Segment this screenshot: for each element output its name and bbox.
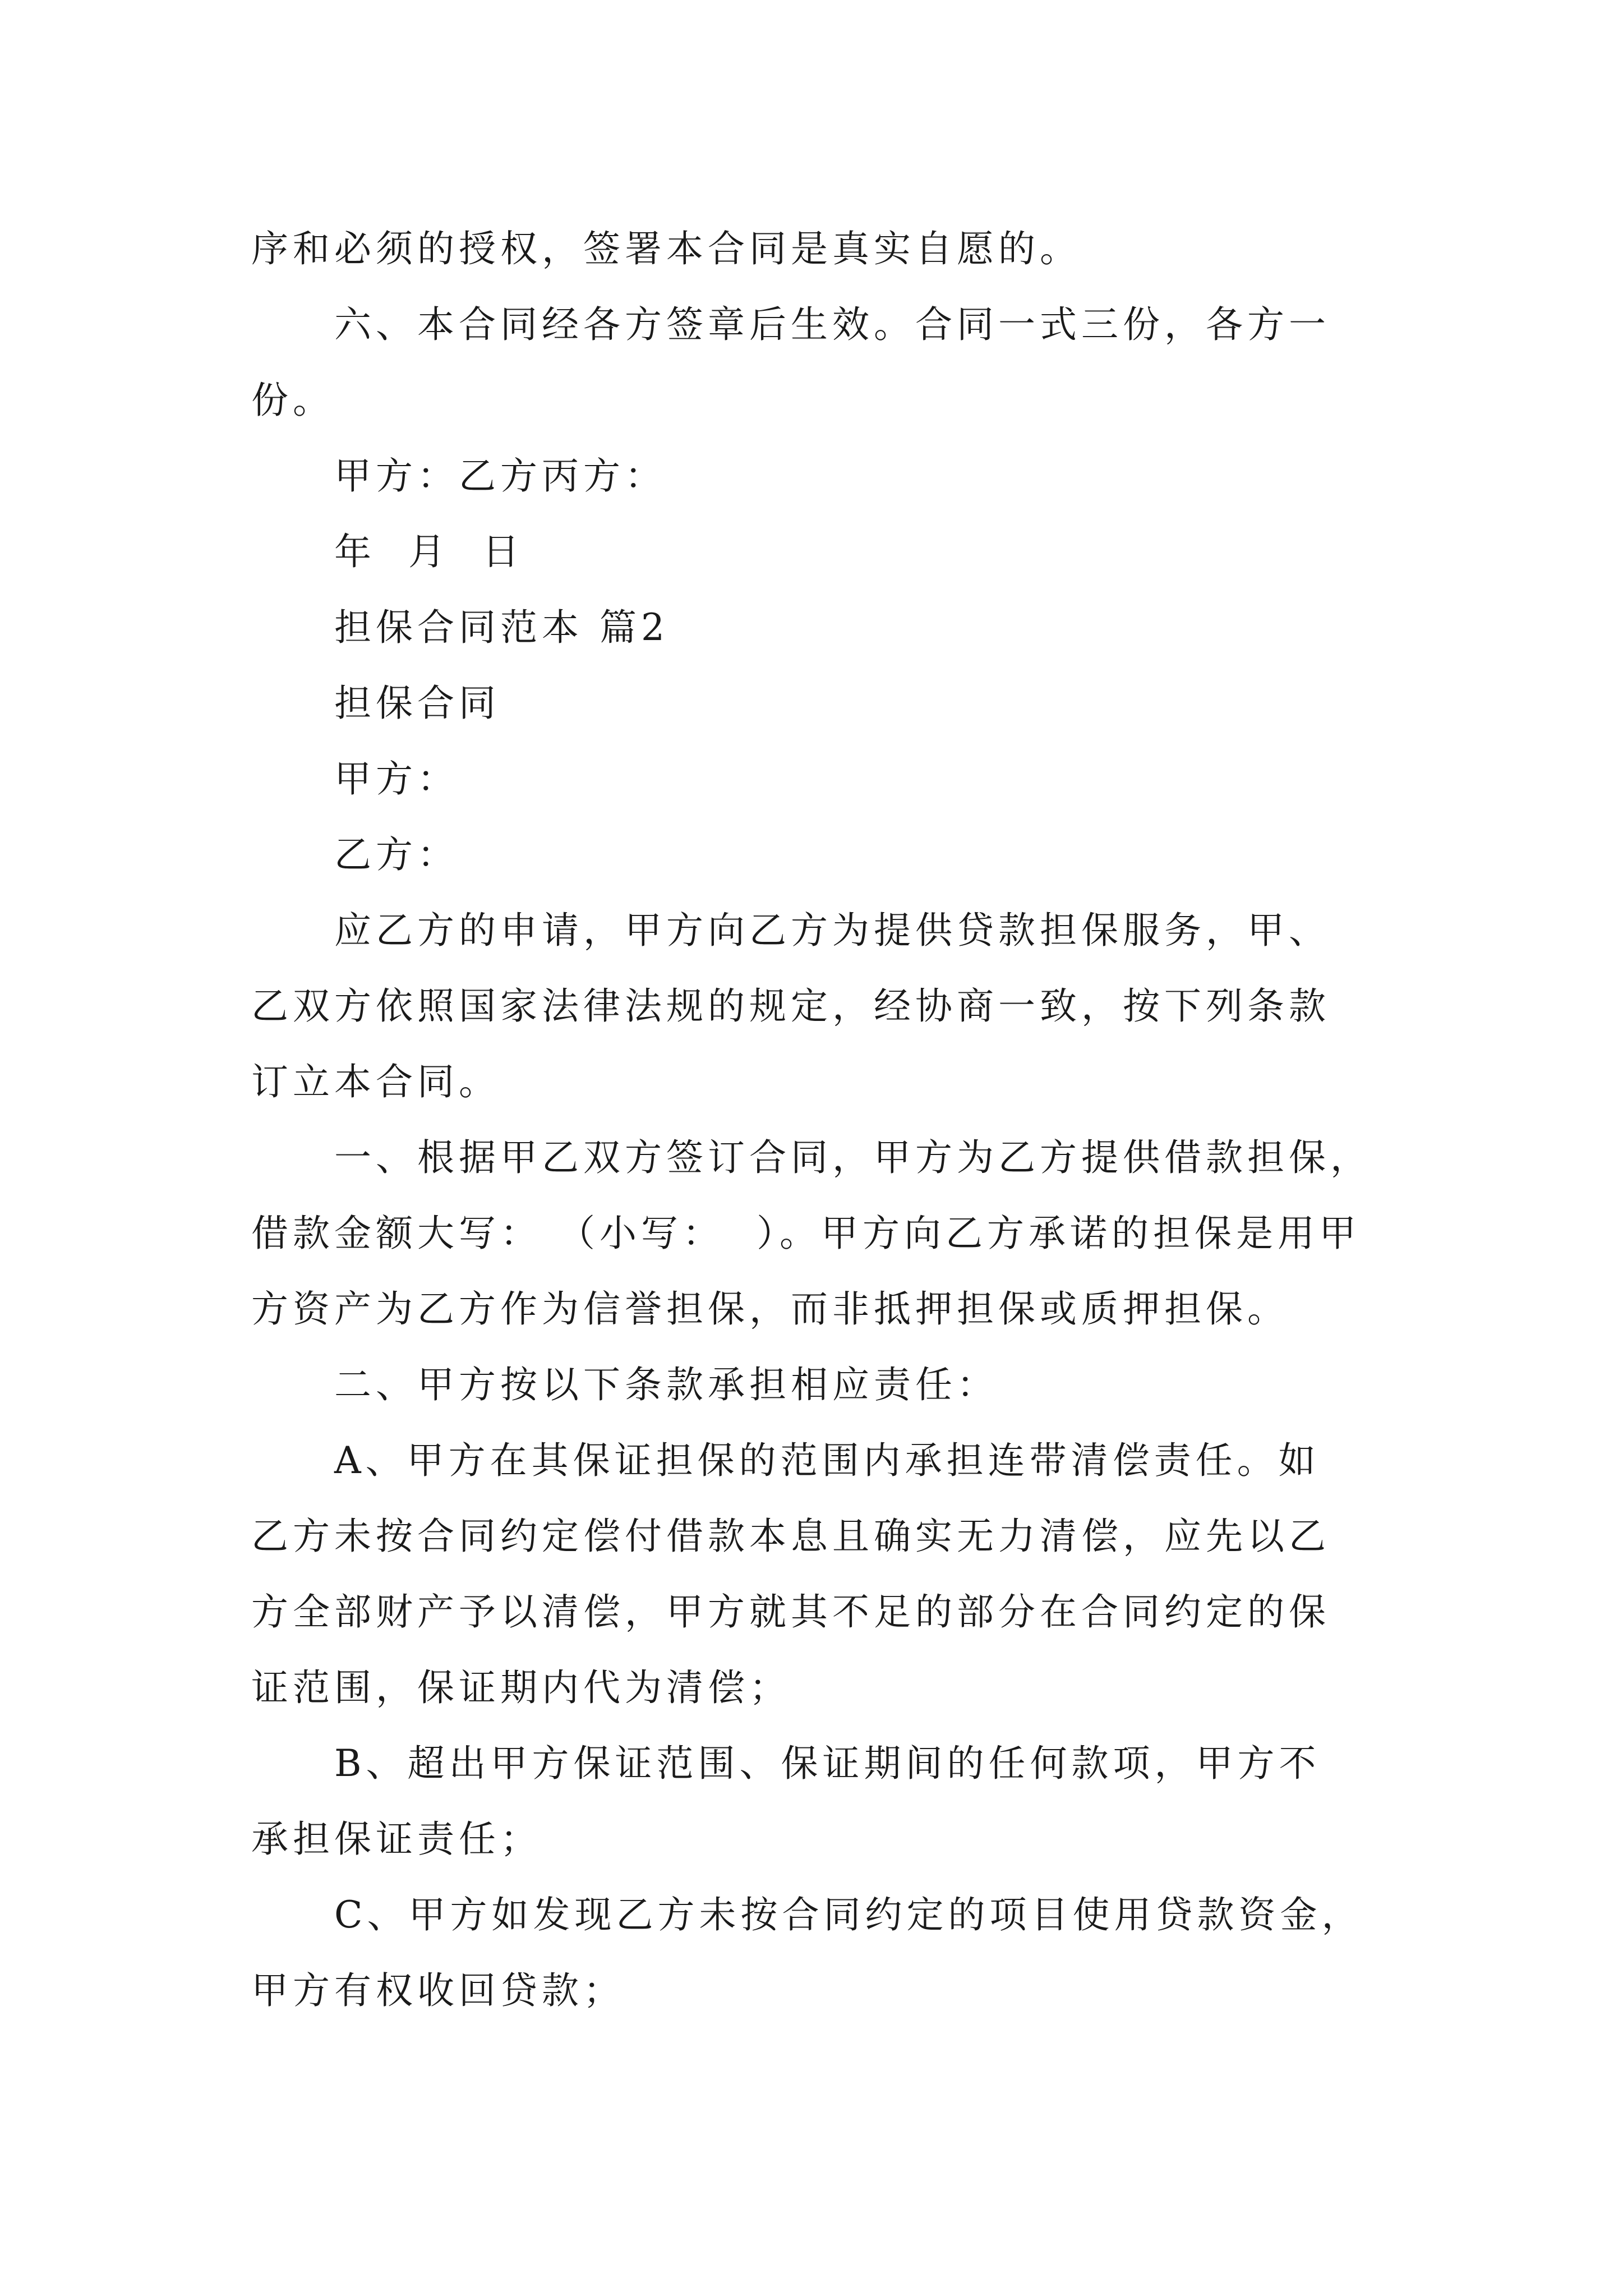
paragraph-clause-six [251,287,1395,438]
text-line: A、甲方在其保证担保的范围内承担连带清偿责任。如 [334,1439,1320,1482]
text-line: 甲方：乙方丙方： [334,454,666,498]
text-line: 六、本合同经各方签章后生效。合同一式三份，各方一 [334,303,1330,346]
document-body [251,211,1395,2028]
text-line: 年 月 日 [334,530,524,573]
paragraph-item-b [251,1726,1395,1877]
paragraph-preamble [251,892,1395,1120]
text-line: 借款金额大写： （小写： ）。甲方向乙方承诺的担保是用甲 [251,1212,1361,1255]
paragraph-clause-one [251,1120,1395,1347]
paragraph-authorization-continued [251,211,1395,287]
party-b-label [251,817,1395,892]
paragraph-item-a [251,1423,1395,1726]
party-a-label [251,741,1395,817]
text-line: C、甲方如发现乙方未按合同约定的项目使用贷款资金， [334,1893,1363,1936]
text-line: 份。 [251,379,334,422]
text-line: 甲方： [334,757,459,800]
text-line: 二、甲方按以下条款承担相应责任： [334,1363,998,1406]
text-line: 应乙方的申请，甲方向乙方为提供贷款担保服务，甲、 [334,909,1330,952]
paragraph-clause-two [251,1347,1395,1423]
text-line: 序和必须的授权，签署本合同是真实自愿的。 [251,227,1081,270]
text-line: 担保合同 [334,682,500,725]
signature-parties [251,438,1395,514]
text-line: 方资产为乙方作为信誉担保，而非抵押担保或质押担保。 [251,1287,1289,1331]
text-line: 承担保证责任； [251,1818,542,1861]
text-line: 证范围，保证期内代为清偿； [251,1666,791,1709]
text-line: 乙方未按合同约定偿付借款本息且确实无力清偿，应先以乙 [251,1515,1330,1558]
text-line: 乙双方依照国家法律法规的规定，经协商一致，按下列条款 [251,984,1330,1028]
text-line: 方全部财产予以清偿，甲方就其不足的部分在合同约定的保 [251,1590,1330,1634]
text-line: B、超出甲方保证范围、保证期间的任何款项，甲方不 [334,1742,1321,1785]
signature-date [251,514,1395,590]
text-line: 订立本合同。 [251,1060,500,1103]
text-line: 一、根据甲乙双方签订合同，甲方为乙方提供借款担保， [334,1136,1372,1179]
section-heading [251,590,1395,665]
text-line: 乙方： [334,833,459,876]
paragraph-item-c [251,1877,1395,2028]
contract-title [251,665,1395,741]
text-line: 甲方有权收回贷款； [251,1969,625,2012]
text-line: 担保合同范本 篇2 [334,606,669,649]
